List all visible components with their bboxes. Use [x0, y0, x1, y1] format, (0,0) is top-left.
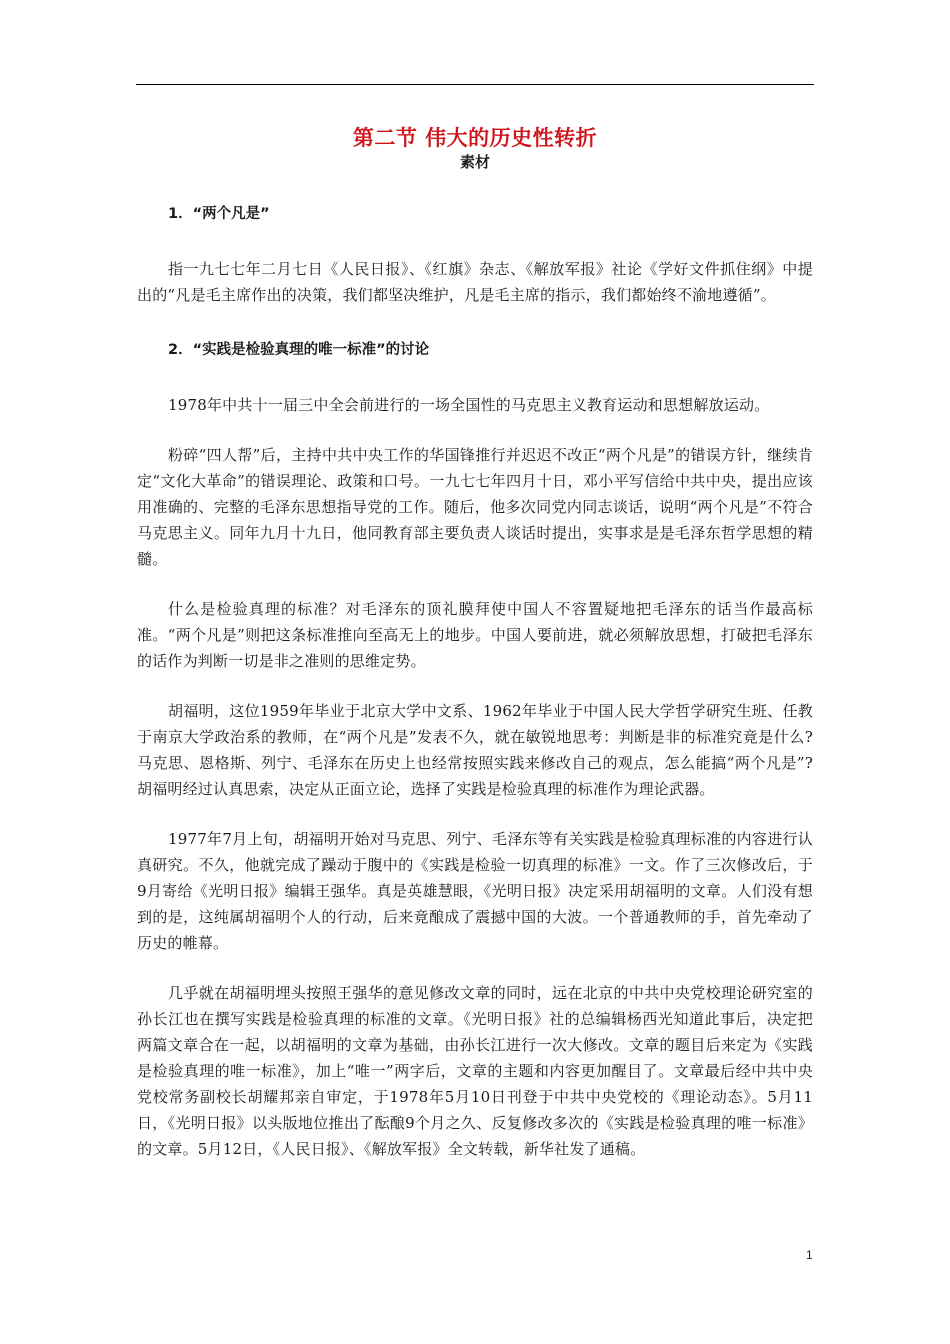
paragraph: 粉碎“四人帮”后，主持中共中央工作的华国锋推行并迟迟不改正“两个凡是”的错误方针，继续肯定“文化大革命”的错误理论、政策和口号。一九七七年四月十日，邓小平写信给中共中央，提出应该用准确的、完整的毛泽东思想指导党的工作。随后，他多次同党内同志谈话，说明“两个凡是”不符合马克思主义。同年九月十九日，他同教育部主要负责人谈话时提出，实事求是是毛泽东哲学思想的精髓。 — [137, 446, 813, 568]
paragraph: 指一九七七年二月七日《人民日报》、《红旗》杂志、《解放军报》社论《学好文件抓住纲》中提出的“凡是毛主席作出的决策，我们都坚决维护，凡是毛主席的指示，我们都始终不渝地遵循”。 — [137, 260, 813, 304]
page-title: 第二节 伟大的历史性转折 — [352, 126, 598, 150]
paragraph: 胡福明，这位1959年毕业于北京大学中文系、1962年毕业于中国人民大学哲学研究生班、任教于南京大学政治系的教师，在“两个凡是”发表不久，就在敏锐地思考：判断是非的标准究竟是什么?马克思、恩格斯、列宁、毛泽东在历史上也经常按照实践来修改自己的观点，怎么能搞“两个凡是”?胡福明经过认真思索，决定从正面立论，选择了实践是检验真理的标准作为理论武器。 — [137, 702, 813, 798]
section-heading: 1．“两个凡是” — [168, 206, 270, 222]
paragraph: 什么是检验真理的标准？对毛泽东的顶礼膜拜使中国人不容置疑地把毛泽东的话当作最高标准。“两个凡是”则把这条标准推向至高无上的地步。中国人要前进，就必须解放思想，打破把毛泽东的话作为判断一切是非之准则的思维定势。 — [137, 600, 813, 670]
header-rule — [136, 84, 814, 85]
page-number: 1 — [806, 1248, 813, 1262]
page-subtitle: 素材 — [459, 153, 490, 171]
paragraph: 几乎就在胡福明埋头按照王强华的意见修改文章的同时，远在北京的中共中央党校理论研究室的孙长江也在撰写实践是检验真理的标准的文章。《光明日报》社的总编辑杨西光知道此事后，决定把两篇文章合在一起，以胡福明的文章为基础，由孙长江进行一次大修改。文章的题目后来定为《实践是检验真理的唯一标准》，加上“唯一”两字后，文章的主题和内容更加醒目了。文章最后经中共中央党校常务副校长胡耀邦亲自审定，于1978年5月10日刊登于中共中央党校的《理论动态》。5月11日，《光明日报》以头版地位推出了酝酿9个月之久、反复修改多次的《实践是检验真理的唯一标准》的文章。5月12日，《人民日报》、《解放军报》全文转载，新华社发了通稿。 — [137, 984, 813, 1158]
document-body — [137, 200, 813, 1162]
paragraph: 1978年中共十一届三中全会前进行的一场全国性的马克思主义教育运动和思想解放运动。 — [168, 396, 770, 414]
paragraph: 1977年7月上旬，胡福明开始对马克思、列宁、毛泽东等有关实践是检验真理标准的内容进行认真研究。不久，他就完成了躁动于腹中的《实践是检验一切真理的标准》一文。作了三次修改后，于9月寄给《光明日报》编辑王强华。真是英雄慧眼，《光明日报》决定采用胡福明的文章。人们没有想到的是，这纯属胡福明个人的行动，后来竟酿成了震撼中国的大波。一个普通教师的手，首先牵动了历史的帷幕。 — [137, 830, 813, 952]
section-heading: 2．“实践是检验真理的唯一标准”的讨论 — [168, 342, 430, 358]
